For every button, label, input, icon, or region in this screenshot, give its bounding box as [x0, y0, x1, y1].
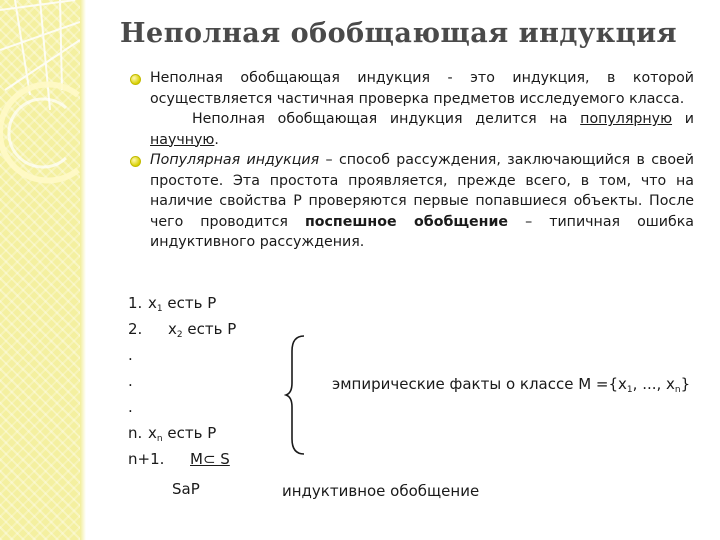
paragraph-popular-induction	[128, 150, 694, 253]
bullet-icon	[130, 74, 141, 85]
definition-text: - это индукция, в которой осуществляется частичная проверка предметов исследуемого класса.	[150, 70, 694, 107]
scheme-dot: .	[128, 398, 133, 416]
division-text-start: Неполная обобщающая индукция делится на	[192, 111, 581, 127]
term-hasty-generalization: поспешное обобщение	[304, 213, 509, 230]
bullet-icon	[130, 156, 141, 167]
division-text-mid: и	[672, 111, 694, 127]
paragraph-definition	[128, 68, 694, 109]
sidebar-edge	[80, 0, 86, 540]
scheme-conclusion: SaP	[172, 480, 200, 498]
scheme-dot: .	[128, 346, 133, 364]
inductive-generalization-label: индуктивное обобщение	[282, 482, 480, 500]
decorative-sidebar	[0, 0, 80, 540]
paragraph-division	[128, 109, 694, 150]
term-bold: Неполная обобщающая индукция	[150, 70, 431, 86]
page-title: Неполная обобщающая индукция	[120, 18, 678, 49]
empirical-facts-label: эмпирические факты о классе $М =\{х_1$, ..., $х_n$}	[332, 375, 691, 395]
scheme-dot: .	[128, 372, 133, 390]
division-text-end: .	[214, 131, 219, 148]
link-scientific: научную	[150, 131, 215, 148]
term-italic: Популярная индукция	[150, 152, 320, 168]
popular-text-end: – типичная ошибка индуктивного рассуждения.	[150, 213, 694, 250]
link-popular: популярную	[580, 111, 673, 127]
popular-text: – способ рассуждения, заключающийся в своей простоте. Эта простота проявляется, прежде всего, в том, что на наличие свойства Р проверяются первые попавшиеся объекты. После чего проводится	[150, 152, 695, 230]
slide-body	[128, 68, 694, 253]
sidebar-ornament-icon	[0, 0, 80, 540]
brace-icon	[284, 333, 314, 457]
